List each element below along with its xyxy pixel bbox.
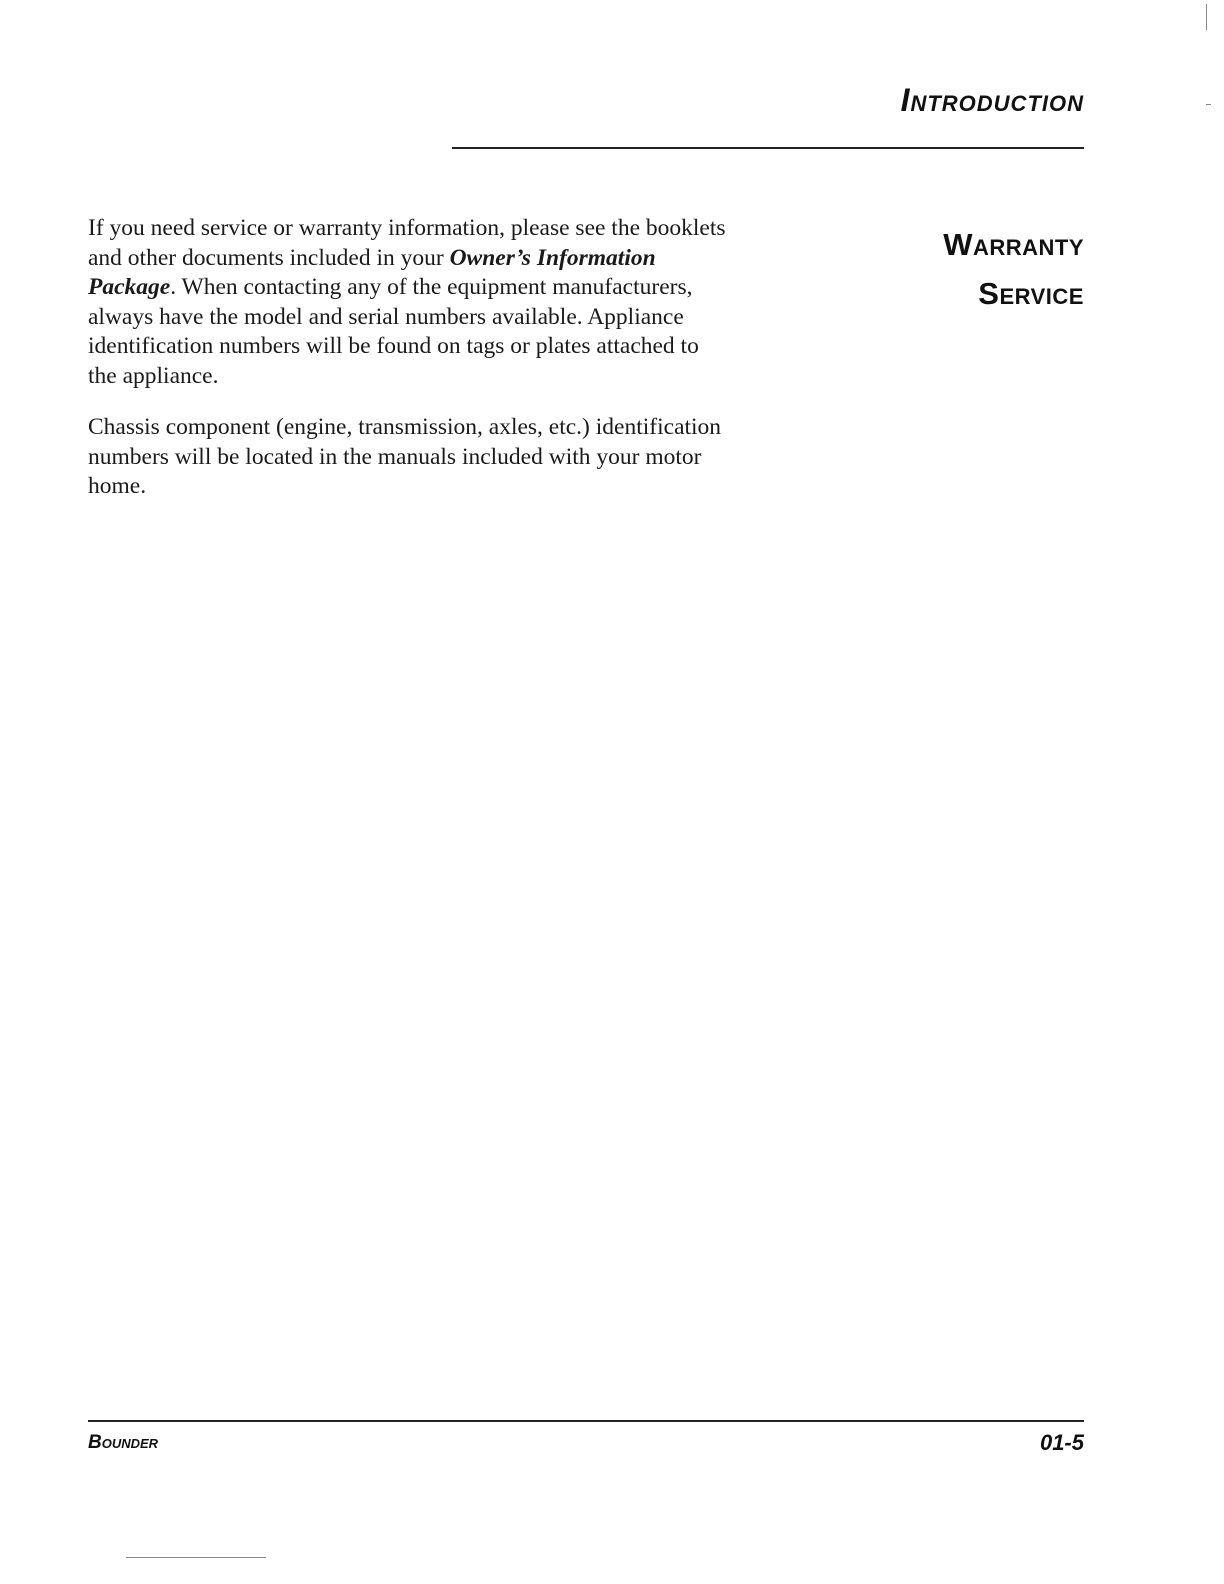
scan-edge-mark	[1206, 104, 1211, 105]
paragraph-text: If you need service or warranty information, please see the booklets and other documents included in your	[88, 215, 726, 271]
page-header-title: Introduction	[900, 82, 1084, 118]
footer-brand: Bounder	[88, 1432, 159, 1453]
scan-bottom-line	[126, 1557, 266, 1558]
scan-edge-mark	[1206, 4, 1207, 30]
section-heading-line-1: Warranty	[943, 227, 1084, 262]
section-heading	[943, 220, 1084, 318]
paragraph-warranty-info	[88, 214, 728, 391]
package-name-emphasis: Owner’s Information Package	[88, 244, 656, 300]
header-divider	[452, 147, 1084, 149]
body-text	[88, 214, 728, 524]
paragraph-text: . When contacting any of the equipment manufacturers, always have the model and serial numbers available. Appliance identification numbers will be found on tags or plates attached to the appliance.	[88, 274, 699, 389]
page-number: 01-5	[1039, 1430, 1084, 1455]
footer-divider	[88, 1420, 1084, 1422]
section-heading-line-2: Service	[978, 276, 1084, 311]
paragraph-chassis-info: Chassis component (engine, transmission, axles, etc.) identification numbers will be located in the manuals included with your motor home.	[88, 414, 722, 499]
